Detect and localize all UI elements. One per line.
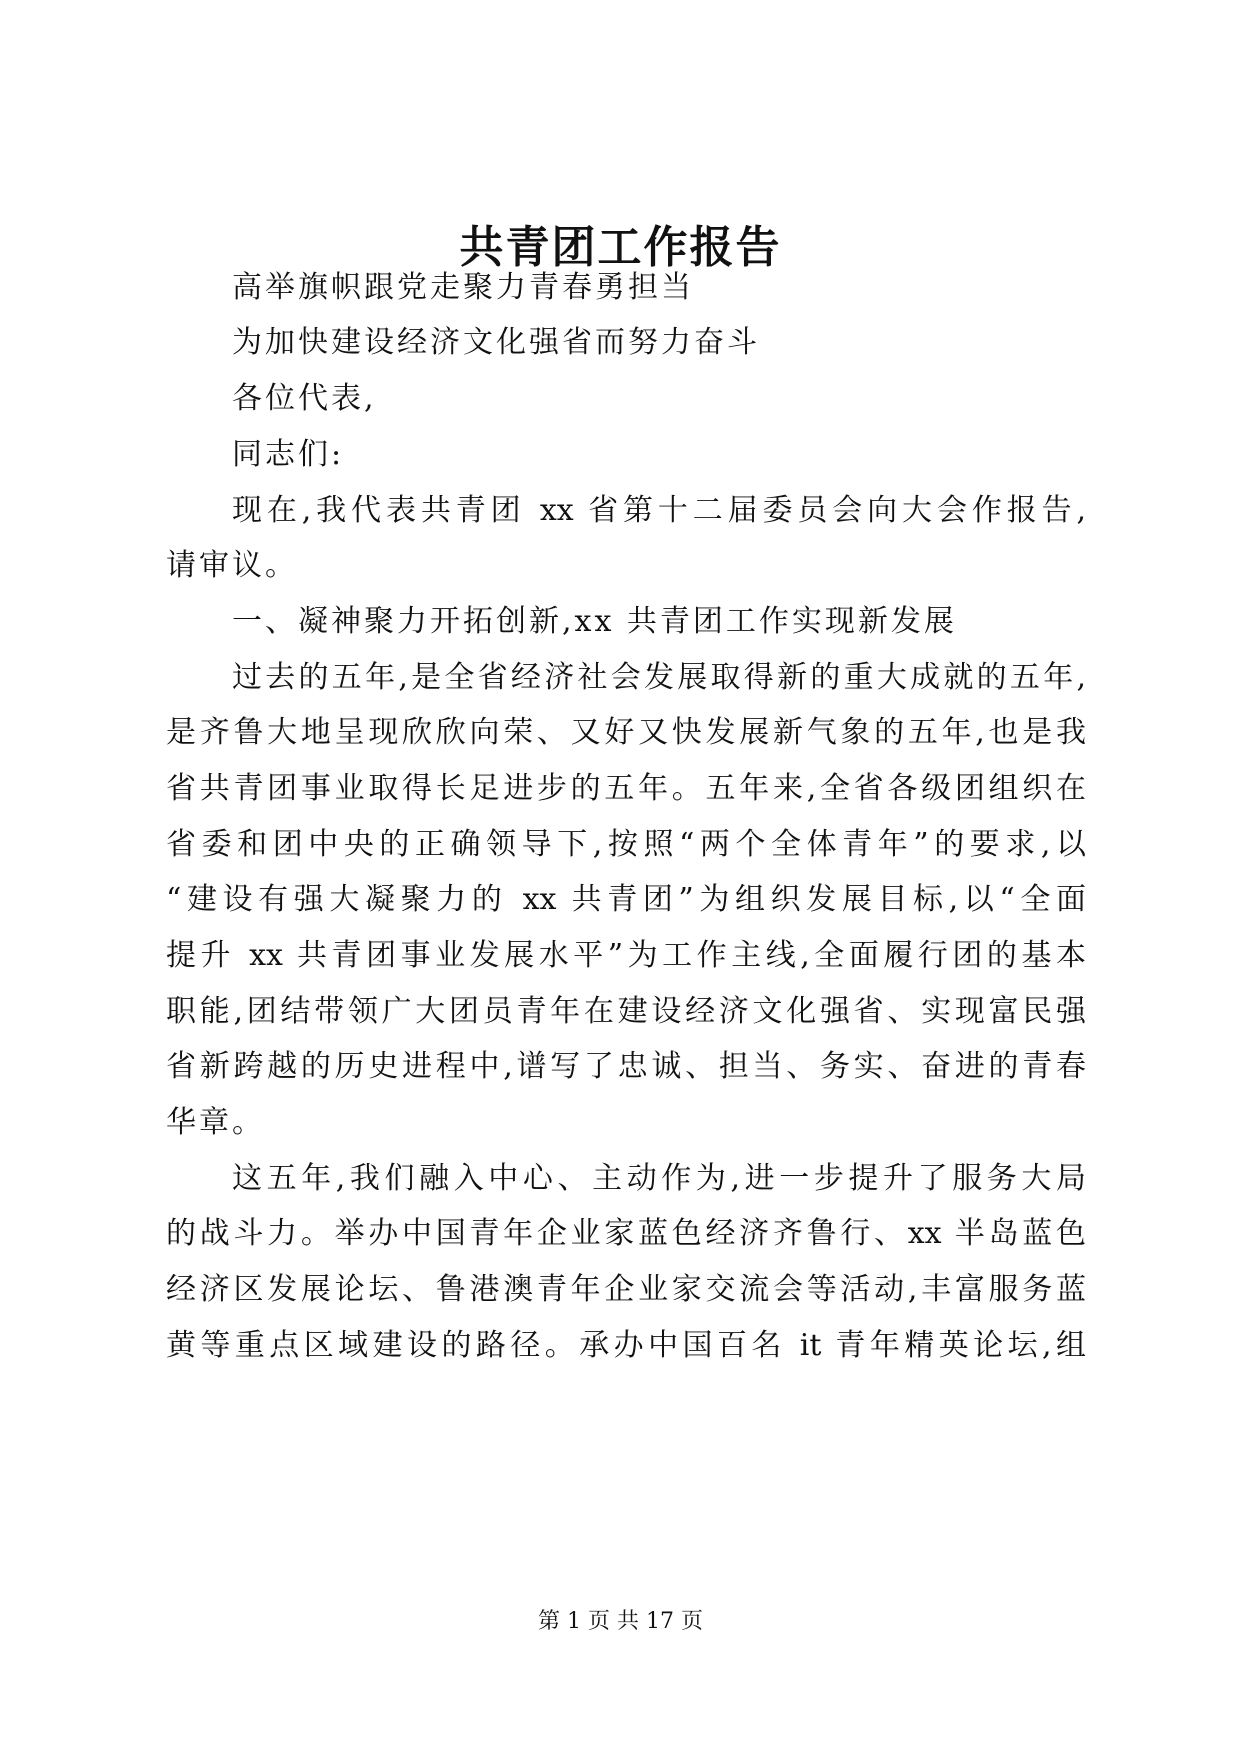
paragraph-line: 省新跨越的历史进程中,谱写了忠诚、担当、务实、奋进的青春 — [166, 1049, 1086, 1084]
paragraph-line: 华章。 — [166, 1105, 265, 1140]
paragraph-line: 过去的五年,是全省经济社会发展取得新的重大成就的五年, — [232, 660, 1086, 695]
paragraph-line: 职能,团结带领广大团员青年在建设经济文化强省、实现富民强 — [166, 994, 1086, 1029]
paragraph-line: 请审议。 — [166, 548, 298, 583]
paragraph-line: 黄等重点区域建设的路径。承办中国百名 it 青年精英论坛,组 — [166, 1328, 1086, 1363]
section-heading: 一、凝神聚力开拓创新,xx 共青团工作实现新发展 — [232, 604, 957, 639]
paragraph-line: 省共青团事业取得长足进步的五年。五年来,全省各级团组织在 — [166, 771, 1086, 806]
paragraph-line: 经济区发展论坛、鲁港澳青年企业家交流会等活动,丰富服务蓝 — [166, 1272, 1086, 1307]
paragraph-line: “建设有强大凝聚力的 xx 共青团”为组织发展目标,以“全面 — [166, 882, 1086, 917]
paragraph-line: 现在,我代表共青团 xx 省第十二届委员会向大会作报告, — [232, 493, 1086, 528]
paragraph-line: 是齐鲁大地呈现欣欣向荣、又好又快发展新气象的五年,也是我 — [166, 715, 1086, 750]
subtitle-line-1: 高举旗帜跟党走聚力青春勇担当 — [232, 270, 694, 305]
paragraph-line: 的战斗力。举办中国青年企业家蓝色经济齐鲁行、xx 半岛蓝色 — [166, 1216, 1086, 1251]
salutation-line-1: 各位代表, — [232, 381, 377, 416]
paragraph-line: 这五年,我们融入中心、主动作为,进一步提升了服务大局 — [232, 1161, 1086, 1196]
document-title: 共青团工作报告 — [459, 222, 782, 273]
subtitle-line-2: 为加快建设经济文化强省而努力奋斗 — [232, 325, 760, 360]
page-number-footer: 第 1 页 共 17 页 — [538, 1609, 703, 1634]
paragraph-line: 省委和团中央的正确领导下,按照“两个全体青年”的要求,以 — [166, 827, 1086, 862]
paragraph-line: 提升 xx 共青团事业发展水平”为工作主线,全面履行团的基本 — [166, 938, 1086, 973]
salutation-line-2: 同志们: — [232, 437, 345, 472]
